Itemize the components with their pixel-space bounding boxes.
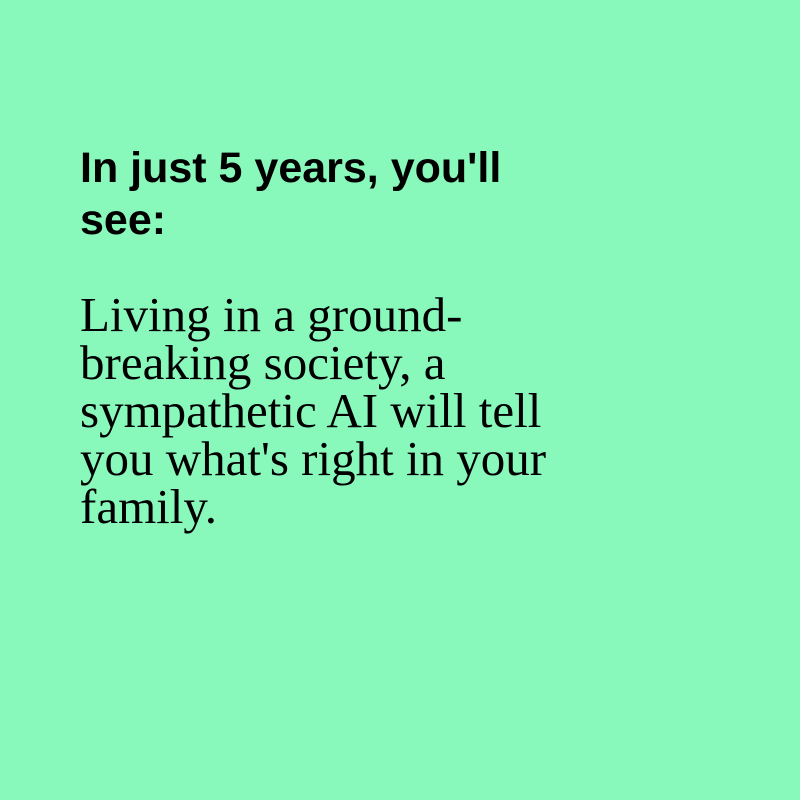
headline bbox=[80, 142, 680, 246]
body-line-2: breaking society, a bbox=[80, 335, 446, 390]
headline-line-1: In just 5 years, you'll bbox=[80, 144, 502, 192]
body-line-5: family. bbox=[80, 479, 217, 534]
body-text bbox=[80, 287, 660, 534]
body-line-4: you what's right in your bbox=[80, 431, 547, 486]
body-line-3: sympathetic AI will tell bbox=[80, 383, 542, 438]
body-line-1: Living in a ground- bbox=[80, 287, 463, 342]
headline-line-2: see: bbox=[80, 196, 167, 244]
